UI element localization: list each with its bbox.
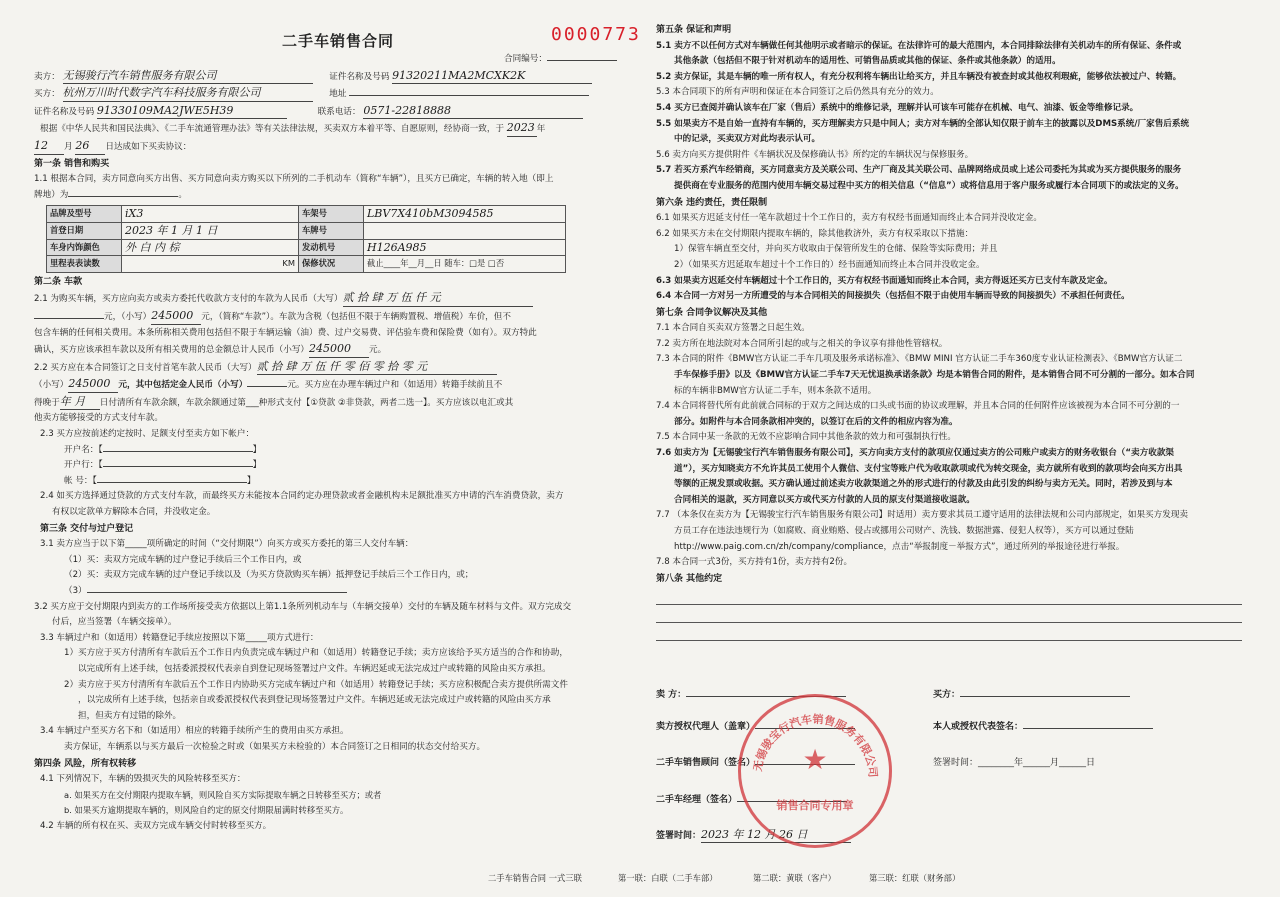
art5-p51: 5.1 卖方不以任何方式对车辆做任何其他明示或者暗示的保证。在法律许可的最大范围内，本合同排除法律有关机动车的所有保证、条件或 [656, 40, 1182, 51]
seller-cert-value: 91320211MA2MCXK2K [392, 68, 592, 85]
article-2-1-row [34, 290, 640, 308]
art7-p75: 7.5 本合同中某一条款的无效不应影响合同中其他条款的效力和可强制执行性。 [656, 432, 956, 443]
table-row [47, 206, 566, 223]
art7-p76: 7.6 如卖方为【无锡骏宝行汽车销售服务有限公司】，买方向卖方支付的款项应仅通过卖方的公司账户或卖方的财务收银台（“卖方收款渠 [656, 448, 1175, 459]
art2-p21e: 确认，买方应该承担车款以及所有相关费用的总金额总计人民币（小写） [34, 345, 310, 356]
advisor-label: 二手车销售顾问（签名） [656, 758, 756, 768]
art6-p63: 6.3 如果卖方迟延交付车辆超过十个工作日的，买方有权经书面通知而终止本合同，卖方得返还买方已支付车款及定金。 [656, 275, 1113, 286]
buyer-value: 杭州万川时代数字汽车科技服务有限公司 [63, 85, 313, 102]
art3-p33: 3.3 车辆过户和（如适用）转籍登记手续应按照以下第_____项方式进行： [40, 632, 319, 643]
art3-p32: 3.2 买方应于交付期限内到卖方的工作场所接受卖方依据以上第1.1条所列机动车与（车辆交接单）交付的车辆及随车材料与文件。双方完成交 [34, 601, 572, 612]
art2-p24: 2.4 如买方选择通过贷款的方式支付车款，而最终买方未能按本合同约定办理贷款或者金融机构未足额批准买方申请的汽车消费贷款，卖方 [40, 491, 564, 502]
art7-p71: 7.1 本合同自买卖双方签署之日起生效。 [656, 323, 810, 334]
art7-p74: 7.4 本合同将替代所有此前就合同标的于双方之间达成的口头或书面的协议或理解，并且本合同的任何附件应该被视为本合同不可分割的一 [656, 401, 1180, 412]
art6-p61: 6.1 如果买方迟延支付任一笔车款超过十个工作日的，卖方有权经书面通知而终止本合同并没收定金。 [656, 213, 1042, 224]
footer-white: 第一联：白联（二手车部） [618, 873, 718, 883]
vin-value: LBV7X410bM3094585 [364, 206, 566, 223]
art2-p22g: 他卖方能够接受的方式支付车款。 [34, 413, 163, 424]
bank-acct-line [97, 482, 247, 483]
seller-value: 无锡骏行汽车销售服务有限公司 [63, 68, 313, 85]
art4-p41b: b. 如果买方逾期提取车辆的，则风险自约定的原交付期限届满时转移至买方。 [64, 805, 349, 816]
art7-p77b: 方员工存在违法违规行为（如腐败、商业贿赂、侵占或挪用公司财产、洗钱、数据泄露、侵犯人权等），买方可以通过登陆 [674, 526, 1134, 536]
article-1-1b: 牌地）为 。 [34, 189, 187, 200]
phone-label: 联系电话： [317, 106, 361, 117]
table-row [47, 222, 566, 239]
seller-row [34, 68, 640, 86]
company-seal [738, 694, 892, 848]
contract-no-line [547, 60, 617, 61]
buyer-agent-line [1023, 728, 1153, 729]
art7-p76c: 等额的正规发票或收据。买方确认通过前述卖方收款渠道之外的形式进行的付款及由此引发的纠纷与卖方无关。同时，若涉及到与本 [674, 479, 1173, 490]
art7-p73: 7.3 本合同的附件《BMW官方认证二手车几项及服务承诺标准》、《BMW MINI 官方认证二手车360度专业认证检测表》、《BMW官方认证二 [656, 354, 1183, 365]
intro-year: 2023 [507, 120, 537, 137]
buyer-cert-label: 证件名称及号码 [34, 106, 95, 117]
intro-year-unit: 年 [536, 124, 546, 135]
art4-p42: 4.2 车辆的所有权在买、卖双方完成车辆交付时转移至买方。 [40, 820, 272, 831]
buyer-sign-time: 签署时间：________年______月______日 [933, 758, 1096, 768]
art2-p21b: 元，（小写） [104, 311, 152, 322]
art7-p76b: 道”），买方知晓卖方不允许其员工使用个人微信、支付宝等账户代为收取款项或代为转交现金，卖方就所有收到的款项均会向买方出具 [674, 463, 1183, 474]
phone-value: 0571-22818888 [363, 103, 583, 120]
art7-p74b: 部分。如附件与本合同条款相冲突的，以签订在后的文件的相应内容为准。 [674, 416, 958, 427]
art2-p22d: 元。买方应在办理车辆过户和（如适用）转籍手续前且不 [287, 380, 503, 391]
reg-date-label: 首登日期 [47, 222, 122, 239]
buyer-cert-row [34, 103, 640, 121]
seller-signature-label: 卖 方： [656, 690, 687, 700]
table-row [47, 256, 566, 273]
art5-p55b: 中的记录，买卖双方对此均表示认可。 [674, 134, 821, 145]
buyer-cert-value: 91330109MA2JWE5H39 [97, 103, 287, 120]
article-2-1-row-4 [34, 341, 640, 359]
art6-p62-1: 1）保管车辆直至交付，并向买方收取由于保管所发生的仓储、保险等实际费用；并且 [674, 244, 998, 255]
art3-p31-2: （2）买：卖双方完成车辆的过户登记手续以及（为买方贷款购买车辆）抵押登记手续后三个工作日内，或； [64, 570, 474, 581]
bank-acct-label: 帐 号：【 [64, 475, 97, 486]
art5-p56: 5.6 卖方向买方提供附件《车辆状况及保修确认书》所约定的车辆状况与保修服务。 [656, 149, 974, 160]
art7-p72: 7.2 卖方所在地法院对本合同所引起的或与之相关的争议享有排他性管辖权。 [656, 338, 948, 349]
brand-label: 品牌及型号 [47, 206, 122, 223]
registration-place-line [68, 196, 178, 197]
intro-row-2 [34, 138, 640, 156]
bank-bank-label: 开户行：【 [64, 460, 103, 471]
art3-p34: 3.4 车辆过户至买方名下和（如适用）相应的转籍手续所产生的费用由买方承担。 [40, 726, 349, 737]
intro-month-unit: 月 [64, 141, 73, 152]
article-2-2-row-2 [34, 376, 640, 394]
engine-value: H126A985 [364, 239, 566, 256]
mileage-label: 里程表表读数 [47, 256, 122, 273]
art2-p21c: 元，（简称“车款”）。车款为含税（包括但不限于车辆购置税、增值税）车价，但不 [201, 311, 511, 322]
art5-p52: 5.2 卖方保证，其是车辆的唯一所有权人，有充分权利将车辆出让给买方，并且车辆没有被查封或其他权利瑕疵，能够依法被过户、转籍。 [656, 71, 1182, 82]
art6-p62: 6.2 如果买方未在交付期限内提取车辆的，除其他救济外，卖方有权采取以下措施： [656, 228, 974, 239]
article-4-heading: 第四条 风险，所有权转移 [34, 758, 137, 769]
article-1-1b-text: 牌地）为 [34, 189, 69, 200]
brand-value: iX3 [122, 206, 299, 223]
article-5-heading: 第五条 保证和声明 [656, 25, 732, 35]
article-2-heading: 第二条 车款 [34, 276, 83, 287]
art2-p22a: 2.2 买方应在本合同签订之日支付首笔车款人民币（大写） [34, 362, 257, 373]
art2-p21f: 元。 [369, 345, 387, 356]
art7-p77c: http://www.paig.com.cn/zh/company/compliance，点击“举报制度－举报方式”，通过所列的举报途径进行举报。 [674, 541, 1125, 552]
art2-p22-date: 年 月 [60, 394, 100, 411]
engine-label: 发动机号 [299, 239, 364, 256]
intro-month: 12 [34, 138, 64, 155]
other-terms-line-2 [656, 605, 1242, 623]
art5-p53: 5.3 本合同项下的所有声明和保证在本合同签订之后仍然具有充分的效力。 [656, 87, 939, 98]
bank-acct-row: 帐 号：【 】 [64, 475, 256, 486]
art4-p41: 4.1 下列情况下，车辆的毁损灭失的风险转移至买方： [40, 774, 246, 785]
art3-p31-3-row [34, 584, 640, 600]
art3-p33-1b: 以完成所有上述手续，包括委派授权代表亲自到登记现场签署过户文件。车辆迟延或无法完成过户或转籍的风险由买方承担。 [78, 663, 551, 674]
art2-p22-capital: 贰 拾 肆 万 伍 仟 零 佰 零 拾 零 元 [257, 359, 497, 376]
address-line [349, 95, 589, 96]
seller-agent-label: 卖方授权代理人（盖章） [656, 722, 756, 732]
art2-p22b: （小写） [34, 380, 69, 391]
art4-p41a: a. 如果买方在交付期限内提取车辆，则风险自买方实际提取车辆之日转移至买方；或者 [64, 789, 382, 800]
art2-p21d: 包含车辆的任何相关费用。本条所称相关费用包括但不限于车辆运输（油）费、过户交易费、评估验车费和保险费（如有）。双方特此 [34, 327, 537, 338]
bank-name-line [103, 451, 253, 452]
bank-name-row: 开户名：【 】 [64, 444, 262, 455]
article-1-heading: 第一条 销售和购买 [34, 158, 110, 169]
color-value: 外 白 内 棕 [122, 239, 299, 256]
warranty-label: 保修状况 [299, 256, 364, 273]
art2-p22e: 得晚于 [34, 397, 60, 408]
art5-p51b: 其他条款（包括但不限于针对机动车的适用性、可销售品质或其他的保证、条件或其他条款）的适用。 [674, 56, 1061, 67]
art5-p57: 5.7 若买方系汽车经销商，买方同意卖方及关联公司、生产厂商及其关联公司、品牌网络成员或上述公司委托为其或为买方提供服务的服务 [656, 165, 1182, 176]
art3-p32b: 付后，应当签署（车辆交接单）。 [52, 617, 177, 628]
reg-date-value: 2023 年 1 月 1 日 [122, 222, 299, 239]
other-terms-line-3 [656, 623, 1242, 641]
art3-p31: 3.1 卖方应当于以下第_____项所确定的时间（“交付期限”）向买方或买方委托的第三人交付车辆： [40, 539, 414, 550]
seller-cert-label: 证件名称及号码 [329, 71, 390, 82]
intro-text-2: 日达成如下买卖协议： [105, 141, 192, 152]
art2-p24b: 有权以定款单方解除本合同，并没收定金。 [52, 507, 216, 518]
art5-p55: 5.5 如果卖方不是自始一直持有车辆的，买方理解卖方只是中间人；卖方对车辆的全部认知仅限于前车主的披露以及DMS系统/厂家售后系统 [656, 118, 1190, 129]
article-7-heading: 第七条 合同争议解决及其他 [656, 307, 768, 318]
buyer-agent-row [933, 719, 1153, 732]
contract-title: 二手车销售合同 [282, 32, 395, 50]
bank-bank-line [103, 466, 253, 467]
article-2-2-row [34, 359, 640, 377]
mileage-unit: KM [122, 256, 299, 273]
art2-p21-total: 245000 [309, 341, 369, 358]
art7-p73c: 标的车辆非BMW官方认证二手车，则本条款不适用。 [674, 385, 877, 396]
art3-p33-2c: 担，但卖方有过错的除外。 [78, 710, 182, 721]
art7-p77: 7.7 （本条仅在卖方为【无锡骏宝行汽车销售服务有限公司】时适用）卖方要求其员工遵守适用的法律法规和公司内部规定，如果买方发现卖 [656, 510, 1189, 521]
art7-p76d: 合同相关的退款，买方同意以买方或代买方付款的人员的原支付渠道接收退款。 [674, 494, 975, 505]
article-2-1-row-2 [34, 308, 640, 326]
seller-time-value: 2023 年 12 月 26 日 [701, 826, 851, 843]
buyer-signature-row [933, 687, 1130, 700]
art5-p54: 5.4 买方已查阅并确认该车在厂家（售后）系统中的维修记录，理解并认可该车可能存在机械、电气、油漆、钣金等维修记录。 [656, 102, 1139, 113]
seal-bottom-text: 销售合同专用章 [776, 799, 854, 812]
color-label: 车身内饰颜色 [47, 239, 122, 256]
contract-serial-number: 0000773 [551, 24, 641, 45]
footer-copies: 二手车销售合同 一式三联 [488, 873, 582, 883]
art2-p21a: 2.1 为购买车辆，买方应向卖方或卖方委托代收款方支付的车款为人民币（大写） [34, 294, 343, 305]
svg-text:无锡骏宝行汽车销售服务有限公司: 无锡骏宝行汽车销售服务有限公司 [751, 712, 880, 779]
intro-day: 26 [75, 138, 105, 155]
deposit-line [247, 386, 287, 387]
buyer-row [34, 85, 640, 103]
art3-p33-2: 2）卖方应于买方付清所有车款后五个工作日内协助买方完成车辆过户和（如适用）转籍登记手续；买方应积极配合卖方提供所需文件 [64, 679, 568, 690]
art2-p23: 2.3 买方应按前述约定按时、足额支付至卖方如下帐户： [40, 429, 255, 440]
manager-label: 二手车经理（签名） [656, 795, 738, 805]
contract-no-label: 合同编号： [504, 54, 547, 64]
contract-no-row [34, 52, 640, 68]
article-1-1: 1.1 根据本合同，卖方同意向买方出售、买方同意向卖方购买以下所列的二手机动车（简称“车辆”），且买方已确定，车辆的转入地（即上 [34, 174, 554, 185]
footer-yellow: 第二联：黄联（客户） [753, 873, 836, 883]
art2-p21-capital: 贰 拾 肆 万 伍 仟 元 [343, 290, 533, 307]
other-terms-line-1 [656, 587, 1242, 605]
buyer-label: 买方： [34, 89, 60, 100]
seal-star-icon: ★ [802, 743, 828, 776]
buyer-signature-label: 买方： [933, 690, 961, 700]
art7-p73b: 手车保修手册》以及《BMW官方认证二手车7天无忧退换承诺条款》均是本销售合同的附件，是本销售合同不可分割的一部分。如本合同 [674, 370, 1195, 381]
plate-value [364, 222, 566, 239]
vehicle-info-table [46, 205, 566, 272]
left-column [34, 22, 640, 835]
vin-label: 车架号 [299, 206, 364, 223]
address-label: 地址 [329, 89, 347, 100]
art2-p22f: 日付清所有车款余额，车款余额通过第___种形式支付【①贷款 ②非贷款，两者二选一】。买方应该以电汇或其 [99, 397, 514, 408]
art3-p31-3: （3） [64, 586, 87, 596]
seller-label: 卖方： [34, 71, 60, 82]
art7-p78: 7.8 本合同一式3份，买方持有1份，卖方持有2份。 [656, 557, 853, 568]
article-3-heading: 第三条 交付与过户登记 [40, 523, 134, 534]
bank-bank-row: 开户行：【 】 [64, 460, 262, 471]
article-2-2-row-3 [34, 394, 640, 412]
art2-p21-blank [34, 318, 104, 319]
seller-time-label: 签署时间： [656, 831, 702, 841]
warranty-value: 截止____年__月__日 随车：□是 □否 [364, 256, 566, 273]
article-8-heading: 第八条 其他约定 [656, 573, 723, 584]
art3-p31-1: （1）买：卖双方完成车辆的过户登记手续后三个工作日内，或 [64, 554, 302, 565]
art2-p22c: 元，其中包括定金人民币（小写） [118, 380, 248, 391]
footer-red: 第三联：红联（财务部） [869, 873, 961, 883]
buyer-signature-line [960, 696, 1130, 697]
art3-p35: 卖方保证，车辆系以与买方最后一次检验之时或（如果买方未检验的）本合同签订之日相同的状态交付给买方。 [64, 741, 486, 752]
plate-label: 车牌号 [299, 222, 364, 239]
intro-text: 根据《中华人民共和国民法典》、《二手车流通管理办法》等有关法律法规，买卖双方本着平等、自愿原则，经协商一致，于 [40, 124, 505, 135]
art6-p62-2: 2）（如果买方迟延取车超过十个工作日的）经书面通知而终止本合同并没收定金。 [674, 259, 985, 270]
art3-p31-3-line [87, 592, 347, 593]
art3-p33-2b: ，以完成所有上述手续，包括亲自或委派授权代表到登记现场签署过户文件。车辆迟延或无法完成过户或转籍的风险由买方承 [78, 695, 551, 706]
article-6-heading: 第六条 违约责任，责任限制 [656, 197, 768, 208]
art2-p22-amount: 245000 [68, 376, 118, 393]
table-row [47, 239, 566, 256]
buyer-agent-label: 本人或授权代表签名： [933, 722, 1024, 732]
art6-p64: 6.4 本合同一方对另一方所遭受的与本合同相关的间接损失（包括但不限于由使用车辆而导致的间接损失）不承担任何责任。 [656, 291, 1130, 302]
art5-p57b: 提供商在专业服务的范围内使用车辆交易过程中买方的相关信息（“信息”）或将信息用于客户服务或履行本合同项下的或法定的义务。 [674, 180, 1184, 191]
art3-p33-1: 1）买方应于买方付清所有车款后五个工作日内负责完成车辆过户和（如适用）转籍登记手续；卖方应该给予买方适当的合作和协助， [64, 648, 568, 659]
bank-name-label: 开户名：【 [64, 444, 103, 455]
right-column [656, 22, 1250, 641]
art2-p21-amount: 245000 [151, 308, 201, 325]
intro-row [34, 120, 640, 138]
